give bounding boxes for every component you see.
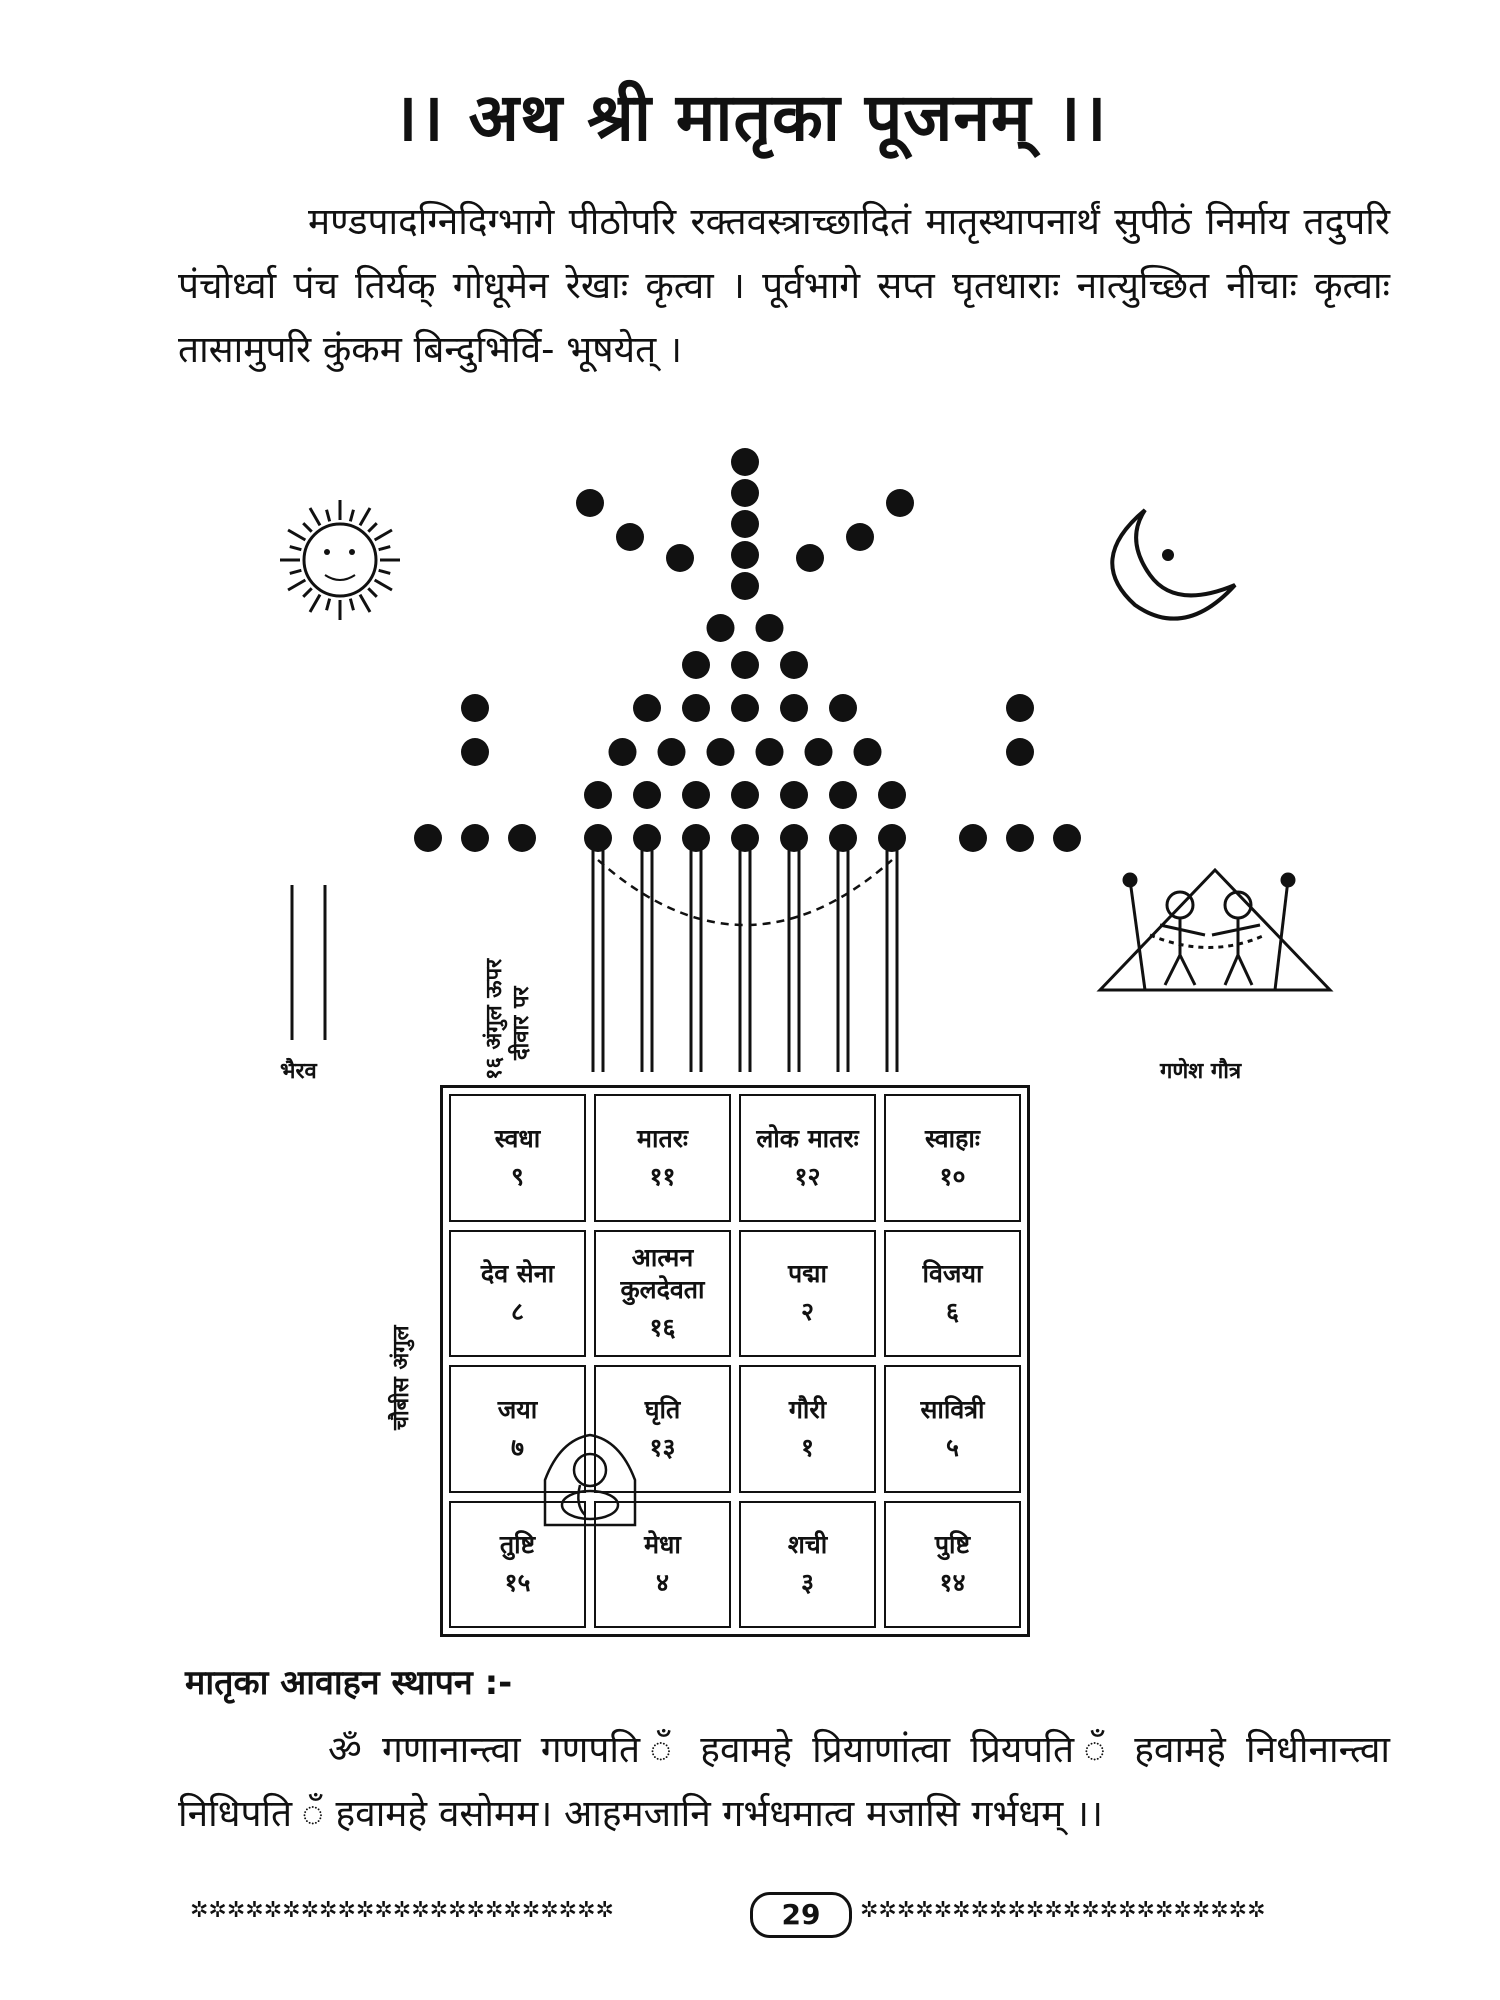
- ghrit-dhara-lines: [593, 850, 897, 1072]
- cell-name: सावित्री: [920, 1394, 985, 1424]
- grid-cell: [884, 1094, 1021, 1222]
- wall-label-line1: १६ अंगुल ऊपर: [482, 958, 507, 1080]
- kumkum-dot: [707, 614, 735, 642]
- kumkum-dot: [731, 781, 759, 809]
- kumkum-dot: [576, 489, 604, 517]
- kumkum-dot: [829, 824, 857, 852]
- kumkum-dot: [461, 694, 489, 722]
- kumkum-dot: [616, 523, 644, 551]
- section-heading: मातृका आवाहन स्थापन :-: [185, 1663, 513, 1703]
- moon-icon: [1112, 510, 1235, 619]
- cell-number: ३: [800, 1568, 814, 1598]
- cell-name: मेधा: [644, 1530, 681, 1560]
- kumkum-dot: [682, 781, 710, 809]
- cell-name: स्वधा: [494, 1123, 541, 1153]
- kumkum-dot: [959, 824, 987, 852]
- kumkum-dot: [854, 738, 882, 766]
- cell-number: ५: [945, 1432, 959, 1462]
- cell-number: १०: [939, 1161, 966, 1191]
- side-label: चौबीस अंगुल: [389, 1325, 414, 1430]
- cell-number: ९: [510, 1161, 524, 1191]
- kumkum-dot: [756, 614, 784, 642]
- kumkum-dot: [731, 479, 759, 507]
- page-title: ।। अथ श्री मातृका पूजनम् ।।: [392, 79, 1108, 156]
- cell-number: ४: [655, 1568, 669, 1598]
- kumkum-dot: [878, 781, 906, 809]
- kumkum-dot: [461, 738, 489, 766]
- bhairav-lines: [292, 885, 325, 1040]
- kumkum-dot: [731, 541, 759, 569]
- cell-number: ११: [649, 1161, 676, 1191]
- cell-number: १४: [939, 1568, 966, 1598]
- kumkum-dot: [682, 651, 710, 679]
- kumkum-dot: [780, 824, 808, 852]
- kumkum-dot: [731, 651, 759, 679]
- kumkum-dot: [1006, 824, 1034, 852]
- kumkum-dot: [609, 738, 637, 766]
- kumkum-dot: [633, 824, 661, 852]
- kumkum-dot: [707, 738, 735, 766]
- kumkum-dot: [756, 738, 784, 766]
- page-number: 29: [750, 1892, 852, 1938]
- grid-cell: [594, 1094, 731, 1222]
- cell-name: मातरः: [637, 1123, 688, 1153]
- grid-cell: [739, 1094, 876, 1222]
- cell-name: घृति: [644, 1394, 681, 1424]
- kumkum-dot: [414, 824, 442, 852]
- cell-number: १: [800, 1432, 814, 1462]
- kumkum-dot: [584, 824, 612, 852]
- cell-number: १२: [794, 1161, 821, 1191]
- grid-cell: [884, 1230, 1021, 1358]
- grid-cell: [449, 1094, 586, 1222]
- cell-number: २: [800, 1297, 814, 1327]
- kumkum-dot: [731, 572, 759, 600]
- kumkum-dot: [780, 651, 808, 679]
- grid-cell: [739, 1501, 876, 1629]
- cell-name: लोक मातरः: [756, 1123, 859, 1153]
- grid-cell: [594, 1365, 731, 1493]
- kumkum-dot: [666, 544, 694, 572]
- cell-name: जया: [497, 1394, 538, 1424]
- kumkum-dot: [658, 738, 686, 766]
- grid-cell: [594, 1501, 731, 1629]
- cell-name: पद्मा: [787, 1259, 827, 1289]
- kumkum-dot: [584, 781, 612, 809]
- cell-name: आत्मन कुलदेवता: [620, 1243, 705, 1305]
- kumkum-dot: [633, 694, 661, 722]
- kumkum-dot: [829, 781, 857, 809]
- ganesh-gautra-icon: [1100, 870, 1330, 990]
- kumkum-dot: [461, 824, 489, 852]
- footer-ornament-left: ✲✲✲✲✲✲✲✲✲✲✲✲✲✲✲✲✲✲✲✲✲✲✲: [190, 1898, 614, 1923]
- kumkum-dot: [731, 824, 759, 852]
- kumkum-dot: [846, 523, 874, 551]
- kumkum-dot: [731, 448, 759, 476]
- grid-cell: [449, 1230, 586, 1358]
- sun-icon: [280, 500, 400, 620]
- ganesh-gautra-label: गणेश गौत्र: [1160, 1059, 1242, 1084]
- kumkum-dot: [731, 694, 759, 722]
- cell-name: स्वाहाः: [925, 1123, 980, 1153]
- kumkum-dot: [731, 510, 759, 538]
- kumkum-dot: [886, 489, 914, 517]
- wall-label-line2: दीवार पर: [509, 986, 534, 1060]
- matrika-grid: [440, 1085, 1030, 1637]
- kumkum-dot: [508, 824, 536, 852]
- cell-name: देव सेना: [480, 1259, 555, 1289]
- kumkum-dot: [829, 694, 857, 722]
- grid-cell: [594, 1230, 731, 1358]
- grid-cell: [449, 1501, 586, 1629]
- kumkum-dot: [682, 694, 710, 722]
- kumkum-dot: [1006, 738, 1034, 766]
- kumkum-dot: [682, 824, 710, 852]
- cell-name: विजया: [922, 1259, 983, 1289]
- cell-number: १५: [504, 1568, 531, 1598]
- cell-number: १६: [649, 1313, 676, 1343]
- verse-text: ॐ गणानान्त्वा गणपति ँ हवामहे प्रियाणांत्वा प्रियपति ँ हवामहे निधीनान्त्वा निधिपति ँ हवामहे वसोमम। आहमजानि गर्भधमात्व मजासि गर्भधम् ।।: [178, 1728, 1390, 1835]
- kumkum-dot: [878, 824, 906, 852]
- cell-number: ७: [510, 1432, 524, 1462]
- page-footer: [190, 1892, 1380, 1936]
- kumkum-dot: [633, 781, 661, 809]
- cell-name: तुष्टि: [499, 1530, 536, 1560]
- cell-name: गौरी: [788, 1394, 827, 1424]
- cell-number: ६: [945, 1297, 959, 1327]
- grid-cell: [739, 1230, 876, 1358]
- matrika-grid-cells: [449, 1094, 1021, 1628]
- cell-name: शची: [787, 1530, 828, 1560]
- verse-paragraph: [178, 1718, 1390, 1846]
- grid-cell: [884, 1501, 1021, 1629]
- footer-ornament-right: ✲✲✲✲✲✲✲✲✲✲✲✲✲✲✲✲✲✲✲✲✲✲: [860, 1898, 1266, 1923]
- kumkum-dot: [1006, 694, 1034, 722]
- kumkum-dot: [805, 738, 833, 766]
- cell-name: पुष्टि: [934, 1530, 971, 1560]
- kumkum-dot: [780, 781, 808, 809]
- cell-number: १३: [649, 1432, 676, 1462]
- bhairav-label: भैरव: [280, 1059, 317, 1084]
- grid-cell: [739, 1365, 876, 1493]
- grid-cell: [449, 1365, 586, 1493]
- grid-cell: [884, 1365, 1021, 1493]
- kumkum-dot: [1053, 824, 1081, 852]
- kumkum-dot: [796, 544, 824, 572]
- kumkum-dot: [780, 694, 808, 722]
- intro-text: मण्डपादग्निदिग्भागे पीठोपरि रक्तवस्त्राच्छादितं मातृस्थापनार्थं सुपीठं निर्माय तदुपरि पंचोर्ध्वा पंच तिर्यक् गोधूमेन रेखाः कृत्वा । पूर्वभागे सप्त घृतधाराः नात्युच्छित नीचाः कृत्वाः तासामुपरि कुंकम बिन्दुभिर्वि- भूषयेत् ।: [178, 200, 1390, 371]
- cell-number: ८: [510, 1297, 524, 1327]
- dot-pattern: [414, 448, 1081, 852]
